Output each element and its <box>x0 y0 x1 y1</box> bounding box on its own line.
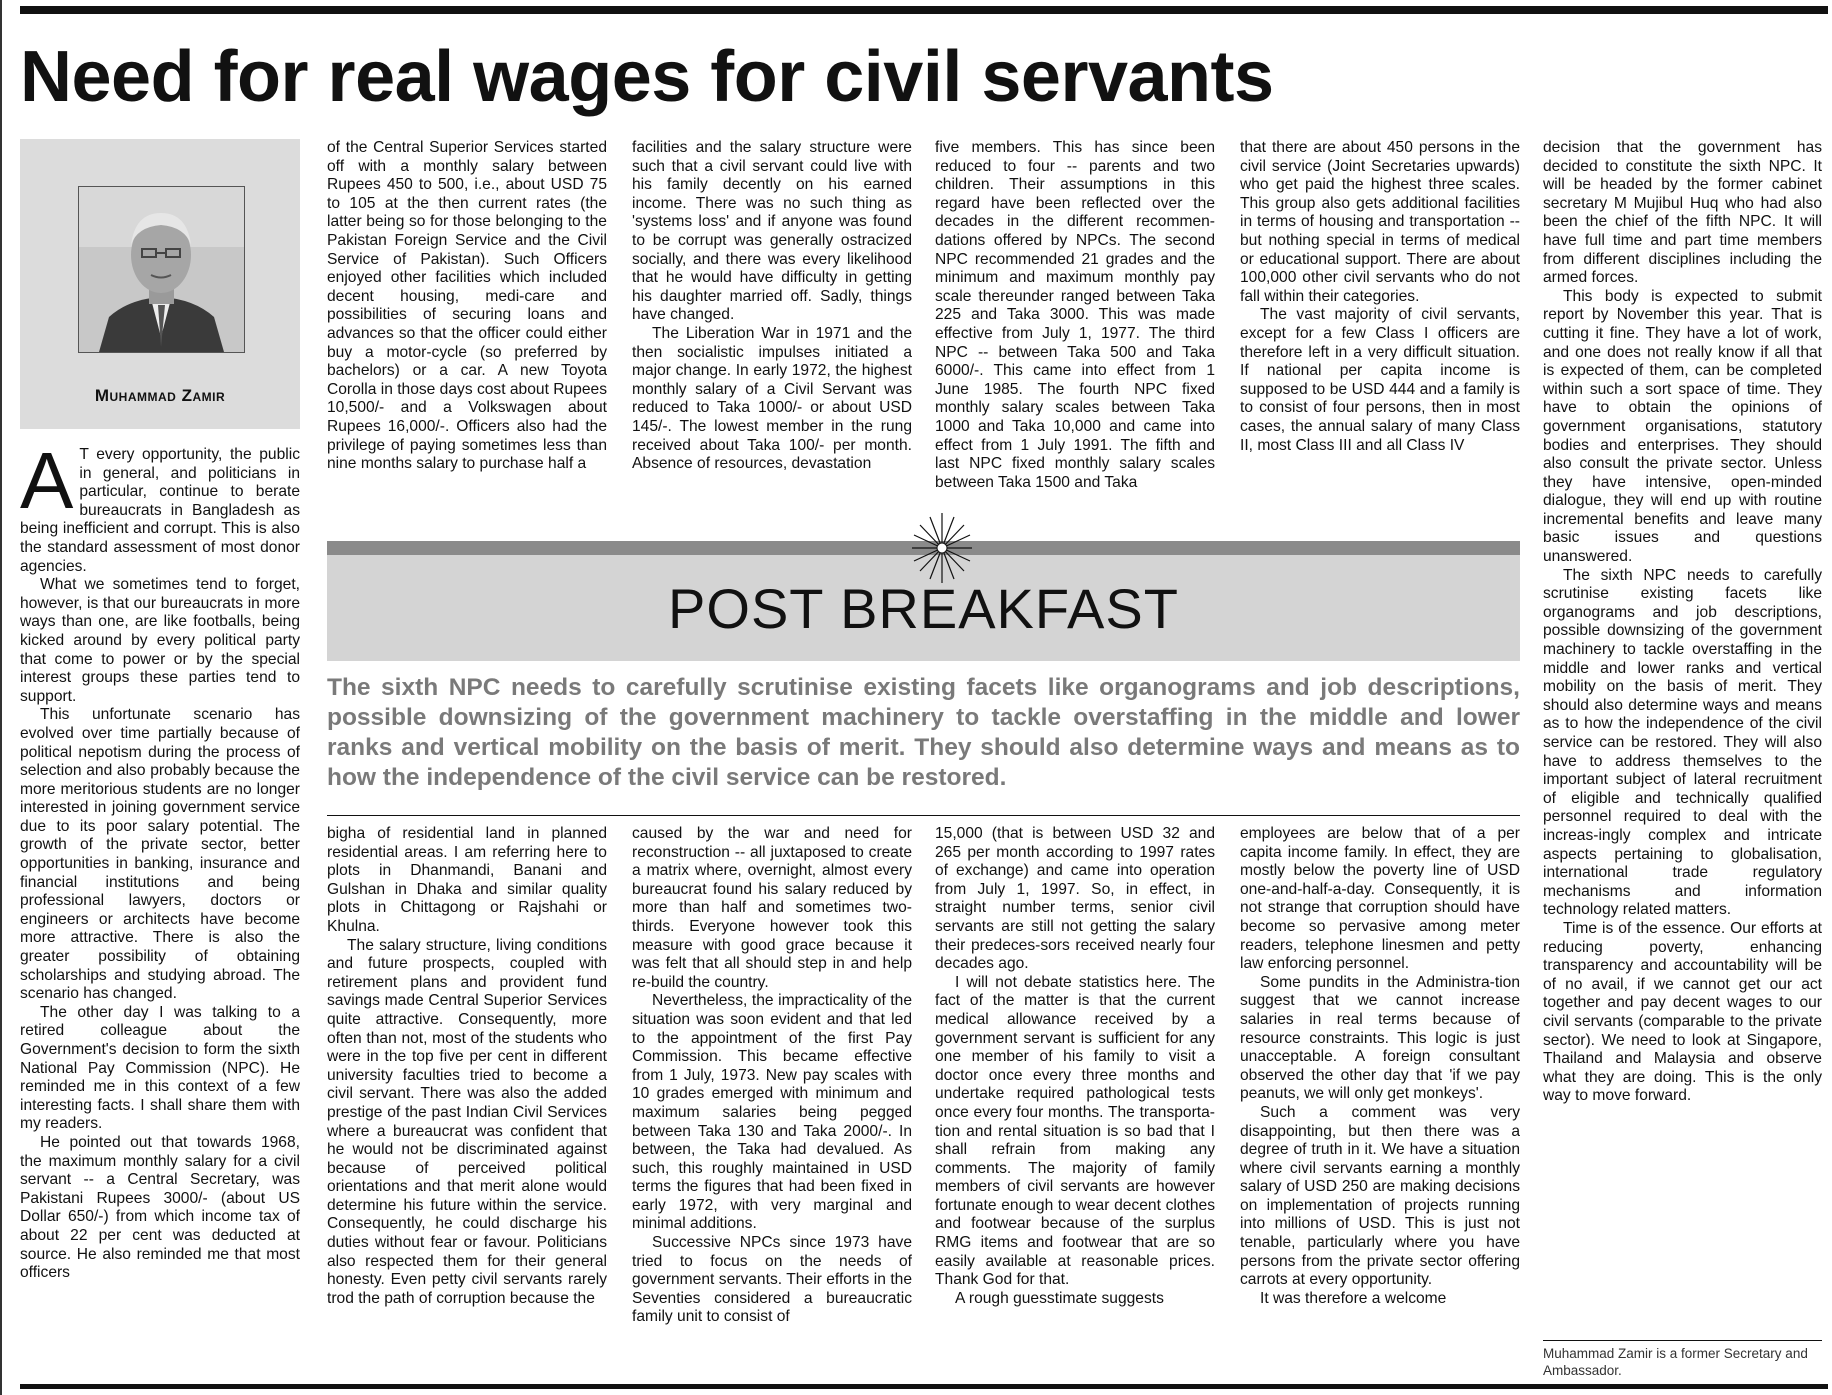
pull-quote: The sixth NPC needs to carefully scrutinise existing facets like organograms and job descriptions, possible downsizing of the government machinery to tackle overstaffing in the middle and lower ranks and vertical mobility on the basis of merit. They should also determine ways and means as to how the independence of the civil service can be restored. <box>327 674 1520 791</box>
paragraph: He pointed out that towards 1968, the maximum monthly salary for a civil servant -- a Central Secretary, was Pakistani Rupees 3000/- (about US Dollar 650/-) from which income tax of about 22 per cent was deducted at source. He also reminded me that most officers <box>20 1133 300 1282</box>
paragraph: I will not debate statistics here. The fact of the matter is that the current medical allowance received by a government servant is sufficient for any one member of his family to visit a doctor once every three months and undertake required pathological tests once every four months. The transporta-tion and rental situation is so bad that I shall refrain from making any comments. The majority of family members of civil servants are however fortunate enough to wear decent clothes and footwear because of the surplus RMG items and footwear that are so easily available at reasonable prices. Thank God for that. <box>935 973 1215 1289</box>
drop-cap: A <box>20 446 74 525</box>
paragraph: 15,000 (that is between USD 32 and 265 per month according to 1997 rates of exchange) and came into operation from July 1, 1997. So, in effect, in straight number terms, senior civil servants are still not getting the salary their predeces-sors received nearly four decades ago. <box>935 825 1215 973</box>
paragraph: that there are about 450 persons in the civil service (Joint Secretaries upwards) who get paid the highest three scales. This group also gets additional facilities in terms of housing and transportation -- but nothing special in terms of medical or educational support. There are about 100,000 other civil servants who do not fall within their categories. <box>1240 139 1520 305</box>
bottom-rule <box>20 1384 1828 1389</box>
paragraph: employees are below that of a per capita income family. In effect, they are mostly below the poverty line of USD one-and-half-a-day. Consequently, it is not strange that corruption should have become so pervasive among meter readers, telephone linesmen and petty law enforcing personnel. <box>1240 825 1520 973</box>
paragraph: The vast majority of civil servants, except for a few Class I officers are therefore left in a very difficult situation. If national per capita income is supposed to be USD 444 and a family is to consist of four persons, then in most cases, the annual salary of many Class II, most Class III and all Class IV <box>1240 306 1520 454</box>
paragraph-text: T every opportunity, the public in general, and politicians in particular, continue to berate bureaucrats in Bangladesh as being inefficient and corrupt. This is also the standard assessment of most donor agencies. <box>20 446 300 575</box>
paragraph: What we sometimes tend to forget, however, is that our bureaucrats in more ways than one, are like footballs, being kicked around by every political party that come to power or by the special interest groups these parties tend to support. <box>20 576 300 705</box>
article-column-4-top <box>935 139 1215 519</box>
section-divider <box>327 815 1520 816</box>
article-column-5-top <box>1240 139 1520 519</box>
paragraph: It was therefore a welcome <box>1260 1289 1447 1307</box>
article-column-5-bottom <box>1240 825 1520 1385</box>
author-portrait <box>78 186 245 353</box>
article-column-2-bottom <box>327 825 607 1385</box>
paragraph: The Liberation War in 1971 and the then socialistic impulses initiated a major change. In early 1972, the highest monthly salary of a Civil Servant was reduced to Taka 1000/- or about USD 145/-. The lowest member in the rung received about Taka 100/- per month. Absence of resources, devastation <box>632 324 912 473</box>
starburst-icon <box>912 513 972 583</box>
column-banner <box>327 541 1520 661</box>
paragraph: Nevertheless, the impracticality of the situation was soon evident and that led to the appointment of the first Pay Commission. This became effective from 1 July, 1973. New pay scales with 10 grades emerged with minimum and maximum salaries being pegged between Taka 130 and Taka 2000/-. In between, the Taka had devalued. As such, this roughly maintained in USD terms the figures that had been fixed in early 1972, with very marginal and minimal additions. <box>632 992 912 1233</box>
headline: Need for real wages for civil servants <box>20 37 1274 117</box>
paragraph: bigha of residential land in planned residential areas. I am referring here to plots in Dhanmandi, Banani and Gulshan in Dhaka and similar quality plots in Chittagong or Rajshahi or Khulna. <box>327 825 607 935</box>
article-column-3-bottom <box>632 825 912 1385</box>
portrait-image <box>79 187 244 352</box>
paragraph: Successive NPCs since 1973 have tried to focus on the needs of government servants. Their efforts in the Seventies considered a bureaucratic family unit to consist of <box>632 1234 912 1326</box>
article-column-2-top <box>327 139 607 519</box>
paragraph: caused by the war and need for reconstruction -- all juxtaposed to create a matrix where, overnight, almost every bureaucrat found his salary reduced by more than half and sometimes two-thirds. Everyone however took this measure with good grace because it was felt that all should step in and help re-build the country. <box>632 825 912 991</box>
paragraph: of the Central Superior Services started off with a monthly salary between Rupees 450 to 500, i.e., about USD 75 to 105 at the then current rates (the latter being so for those belonging to the Pakistan Foreign Service and the Civil Service of Pakistan). Such Officers enjoyed other facilities which included decent housing, medi-care and possibilities of securing loans and advances so that the officer could either buy a motor-cycle (so preferred by bachelors) or a car. A new Toyota Corolla in those days cost about Rupees 10,500/- and a Volkswagen about Rupees 16,000/-. Officers also had the privilege of paying sometimes less than nine months salary to purchase half a <box>327 139 607 473</box>
paragraph: facilities and the salary structure were such that a civil servant could live with his family decently on his earned income. There was no such thing as 'systems loss' and if anyone was found to be corrupt was generally ostracized socially, and there was every likelihood that he would have difficulty in getting his daughter married off. Sadly, things have changed. <box>632 139 912 324</box>
paragraph: This unfortunate scenario has evolved over time partially because of political nepotism during the process of selection and also probably because the more meritorious students are no longer interested in joining government service due to its poor salary potential. The growth of the private sector, better opportunities in banking, insurance and financial institutions and being professional lawyers, doctors or engineers or architects have become more attractive. There is also the greater possibility of obtaining scholarships and studying abroad. The scenario has changed. <box>20 706 300 1003</box>
article-column-3-top <box>632 139 912 519</box>
paragraph: The salary structure, living conditions and future prospects, coupled with retirement plans and provident fund savings made Central Superior Services quite attractive. Consequently, more often than not, most of the students who were in the top five per cent in different university faculties tried to become a civil servant. There was also the added prestige of the past Indian Civil Services where a bureaucrat was confident that he would not be discriminated against because of perceived political orientations and that merit alone would determine his future within the service. Consequently, he could discharge his duties without fear or favour. Politicians also respected them for their general honesty. Even petty civil servants rarely trod the path of corruption because the <box>327 936 607 1307</box>
author-photo-box <box>20 139 300 429</box>
paragraph: The sixth NPC needs to carefully scrutinise existing facets like organograms and job descriptions, possible downsizing of the government machinery to tackle overstaffing in the middle and lower ranks and vertical mobility on the basis of merit. They should also determine ways and means as to how the independence of the civil service can be restored. They will also have to address themselves to the important subject of lateral recruitment of eligible and technically qualified personnel required to deal with the increas-ingly complex and intricate aspects pertaining to globalisation, international trade regulatory mechanisms and information technology related matters. <box>1543 566 1822 919</box>
author-bio: Muhammad Zamir is a former Secretary and Ambassador. <box>1543 1340 1822 1379</box>
paragraph: Such a comment was very disappointing, but then there was a degree of truth in it. We have a situation where civil servants earning a monthly salary of USD 250 are making decisions on implementation of projects running into millions of USD. This is just not tenable, particularly where you have persons from the private sector offering carrots at every opportunity. <box>1240 1103 1520 1289</box>
paragraph: The other day I was talking to a retired colleague about the Government's decision to form the sixth National Pay Commission (NPC). He reminded me in this context of a few interesting facts. I shall share them with my readers. <box>20 1003 300 1133</box>
author-byline: Muhammad Zamir <box>94 386 226 405</box>
paragraph: decision that the government has decided to constitute the sixth NPC. It will be headed by the former cabinet secretary M Mujibul Huq who had also been the chief of the fifth NPC. It will have full time and part time members from different disciplines including the armed forces. <box>1543 139 1822 287</box>
article-column-6 <box>1543 139 1822 1339</box>
paragraph: Some pundits in the Administra-tion suggest that we cannot increase salaries in real terms because of resource constraints. This logic is just unacceptable. A foreign consultant observed the other day that 'if we pay peanuts, we will only get monkeys'. <box>1240 973 1520 1103</box>
column-title: POST BREAKFAST <box>668 577 1179 640</box>
paragraph <box>20 446 300 576</box>
paragraph: five members. This has since been reduced to four -- parents and two children. Their assumptions in this regard have been reflected over the decades in the different recommen-dations offered by NPCs. The second NPC recommended 21 grades and the minimum and maximum monthly pay scale thereunder ranged between Taka 225 and Taka 3000. This was made effective from July 1, 1977. The third NPC -- between Taka 500 and Taka 6000/-. This came into effect from 1 June 1985. The fourth NPC fixed monthly salary scales between Taka 1000 and Taka 10,000 and came into effect from 1 July 1991. The fifth and last NPC fixed monthly salary scales between Taka 1500 and Taka <box>935 139 1215 491</box>
article-column-4-bottom <box>935 825 1215 1385</box>
top-rule <box>20 6 1828 14</box>
paragraph: This body is expected to submit report by November this year. That is cutting it fine. They have a lot of work, and one does not really know if all that is expected of them, can be completed within such a sort space of time. They have to obtain the opinions of government organisations, statutory bodies and enterprises. They should also consult the private sector. Unless they have intensive, open-minded dialogue, they will end up with routine incremental benefits and leave many basic issues and questions unanswered. <box>1543 287 1822 566</box>
article-column-1 <box>20 446 300 1386</box>
paragraph: A rough guesstimate suggests <box>955 1289 1164 1307</box>
paragraph: Time is of the essence. Our efforts at reducing poverty, enhancing transparency and accountability will be of no avail, if we cannot get our act together and pay decent wages to our civil servants (comparable to the private sector). We need to look at Singapore, Thailand and Malaysia and observe what they are doing. This is the only way to move forward. <box>1543 919 1822 1105</box>
